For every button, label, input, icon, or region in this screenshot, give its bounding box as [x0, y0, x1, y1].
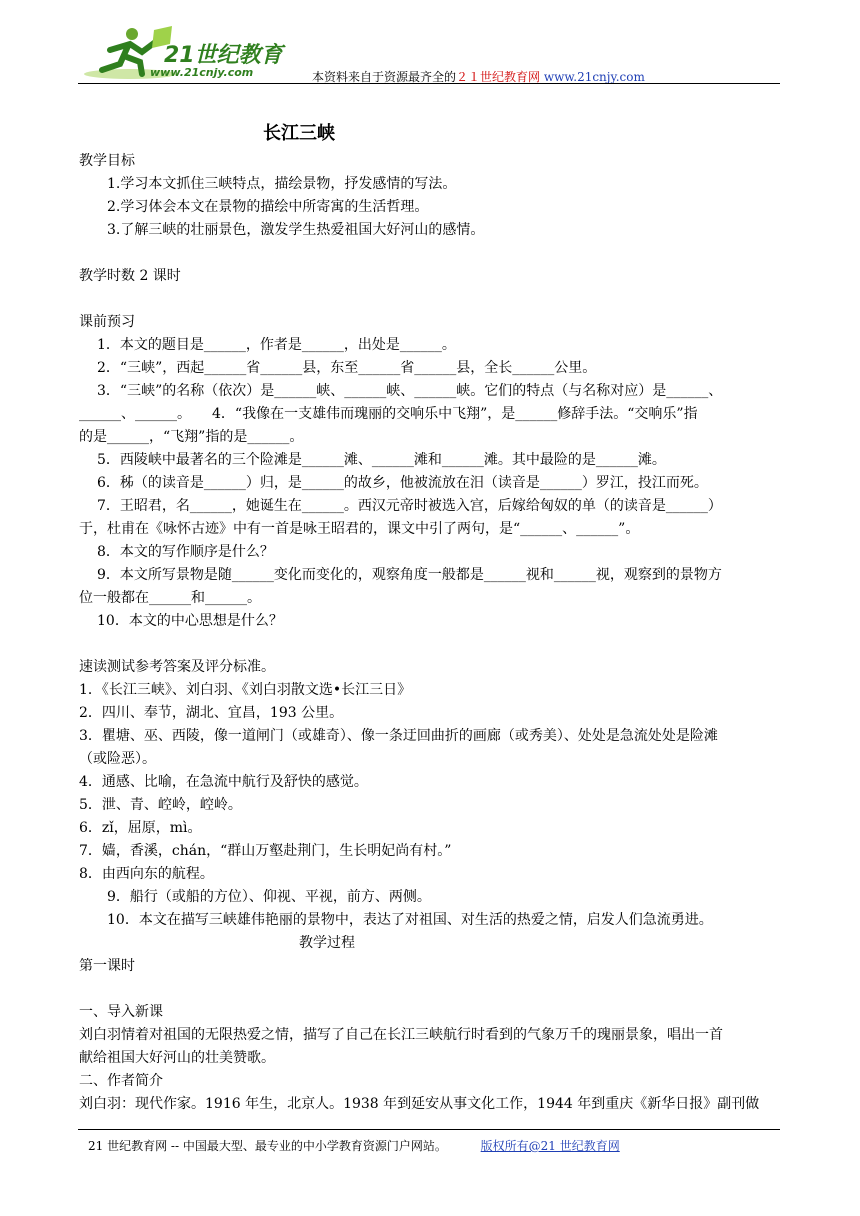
section-heading: 教学目标 — [79, 153, 135, 169]
header-source-brand: ２１世纪教育网 — [456, 70, 541, 84]
preview-question: 6．秭（的读音是______）归，是______的故乡，他被流放在汨（读音是______）罗江，投江而死。 — [97, 475, 708, 491]
spacer — [79, 978, 781, 1001]
footer-copyright-link[interactable]: 版权所有@21 世纪教育网 — [480, 1139, 620, 1153]
answer-item: 3．瞿塘、巫、西陵，像一道闸门（或雄奇）、像一条迂回曲折的画廊（或秀美）、处处是急流处处是险滩 — [79, 728, 718, 744]
section-heading: 速读测试参考答案及评分标准。 — [79, 659, 275, 675]
spacer — [79, 288, 781, 311]
section-heading: 课前预习 — [79, 314, 135, 330]
preview-question: 2．“三峡”，西起______省______县，东至______省______县，全长______公里。 — [97, 360, 597, 376]
answer-item: 9．船行（或船的方位）、仰视、平视，前方、两侧。 — [107, 889, 431, 905]
header-source-prefix: 本资料来自于资源最齐全的 — [312, 70, 457, 84]
answer-item-cont: （或险恶）。 — [79, 751, 156, 767]
spacer — [79, 633, 781, 656]
section-heading: 一、导入新课 — [79, 1004, 163, 1020]
header-divider — [78, 83, 780, 84]
section-heading: 教学时数 2 课时 — [79, 268, 181, 284]
footer-text: 21 世纪教育网 -- 中国最大型、最专业的中小学教育资源门户网站。 — [88, 1139, 447, 1153]
answer-item: 1．《长江三峡》、刘白羽、《刘白羽散文选•长江三日》 — [79, 682, 412, 698]
preview-question-cont: 于，杜甫在《咏怀古迹》中有一首是咏王昭君的，课文中引了两句，是“______、______”。 — [79, 521, 640, 537]
page-title: 长江三峡 — [263, 123, 335, 144]
site-logo — [80, 22, 300, 84]
preview-question: 8．本文的写作顺序是什么？ — [97, 544, 274, 560]
answer-item: 8．由西向东的航程。 — [79, 866, 214, 882]
logo-main-text: 21世纪教育 — [164, 43, 283, 68]
header-source-url[interactable]: www.21cnjy.com — [543, 70, 645, 84]
spacer — [79, 242, 781, 265]
answer-item: 7．嫱，香溪，chán，“群山万壑赴荆门，生长明妃尚有村。” — [79, 843, 452, 859]
preview-question: 7．王昭君，名______，她诞生在______。西汉元帝时被选入宫，后嫁给匈奴的单（的读音是______） — [97, 498, 722, 514]
answer-item: 5．泄、青、崆岭，崆岭。 — [79, 797, 242, 813]
preview-question-cont: 的是______，“飞翔”指的是______。 — [79, 429, 304, 445]
paragraph-line: 刘白羽：现代作家。1916 年生，北京人。1938 年到延安从事文化工作，1944 年到重庆《新华日报》副刊做 — [79, 1096, 760, 1112]
answer-item: 2．四川、奉节，湖北、宜昌，193 公里。 — [79, 705, 344, 721]
preview-question: 5．西陵峡中最著名的三个险滩是______滩、______滩和______滩。其中最险的是______滩。 — [97, 452, 666, 468]
paragraph-line: 刘白羽情着对祖国的无限热爱之情，描写了自己在长江三峡航行时看到的气象万千的瑰丽景象，唱出一首 — [79, 1027, 723, 1043]
objective-item: 3.了解三峡的壮丽景色，激发学生热爱祖国大好河山的感情。 — [107, 222, 485, 238]
answer-item: 4．通感、比喻，在急流中航行及舒快的感觉。 — [79, 774, 368, 790]
answer-item: 6．zǐ，屈原，mì。 — [79, 820, 202, 836]
preview-question-cont: 位一般都在______和______。 — [79, 590, 261, 606]
preview-question: 1．本文的题目是______，作者是______，出处是______。 — [97, 337, 456, 353]
answer-item: 10．本文在描写三峡雄伟艳丽的景物中，表达了对祖国、对生活的热爱之情，启发人们急流勇进。 — [107, 912, 713, 928]
section-heading: 教学过程 — [299, 935, 355, 951]
objective-item: 2.学习体会本文在景物的描绘中所寄寓的生活哲理。 — [107, 199, 429, 215]
preview-question: 3．“三峡”的名称（依次）是______峡、______峡、______峡。它们的特点（与名称对应）是______、 — [97, 383, 723, 399]
objective-item: 1.学习本文抓住三峡特点，描绘景物，抒发感情的写法。 — [107, 176, 457, 192]
lesson-heading: 第一课时 — [79, 958, 135, 974]
preview-question-cont: ______、______。 4．“我像在一支雄伟而瑰丽的交响乐中飞翔”，是______修辞手法。“交响乐”指 — [79, 406, 698, 422]
logo-sub-text: www.21cnjy.com — [150, 66, 254, 79]
section-heading: 二、作者简介 — [79, 1073, 163, 1089]
preview-question: 9．本文所写景物是随______变化而变化的，观察角度一般都是______视和______视，观察到的景物方 — [97, 567, 722, 583]
footer-divider — [78, 1129, 780, 1130]
paragraph-line: 献给祖国大好河山的壮美赞歌。 — [79, 1050, 275, 1066]
preview-question: 10．本文的中心思想是什么？ — [97, 613, 283, 629]
footer — [88, 1137, 620, 1154]
document-body — [79, 150, 781, 1116]
